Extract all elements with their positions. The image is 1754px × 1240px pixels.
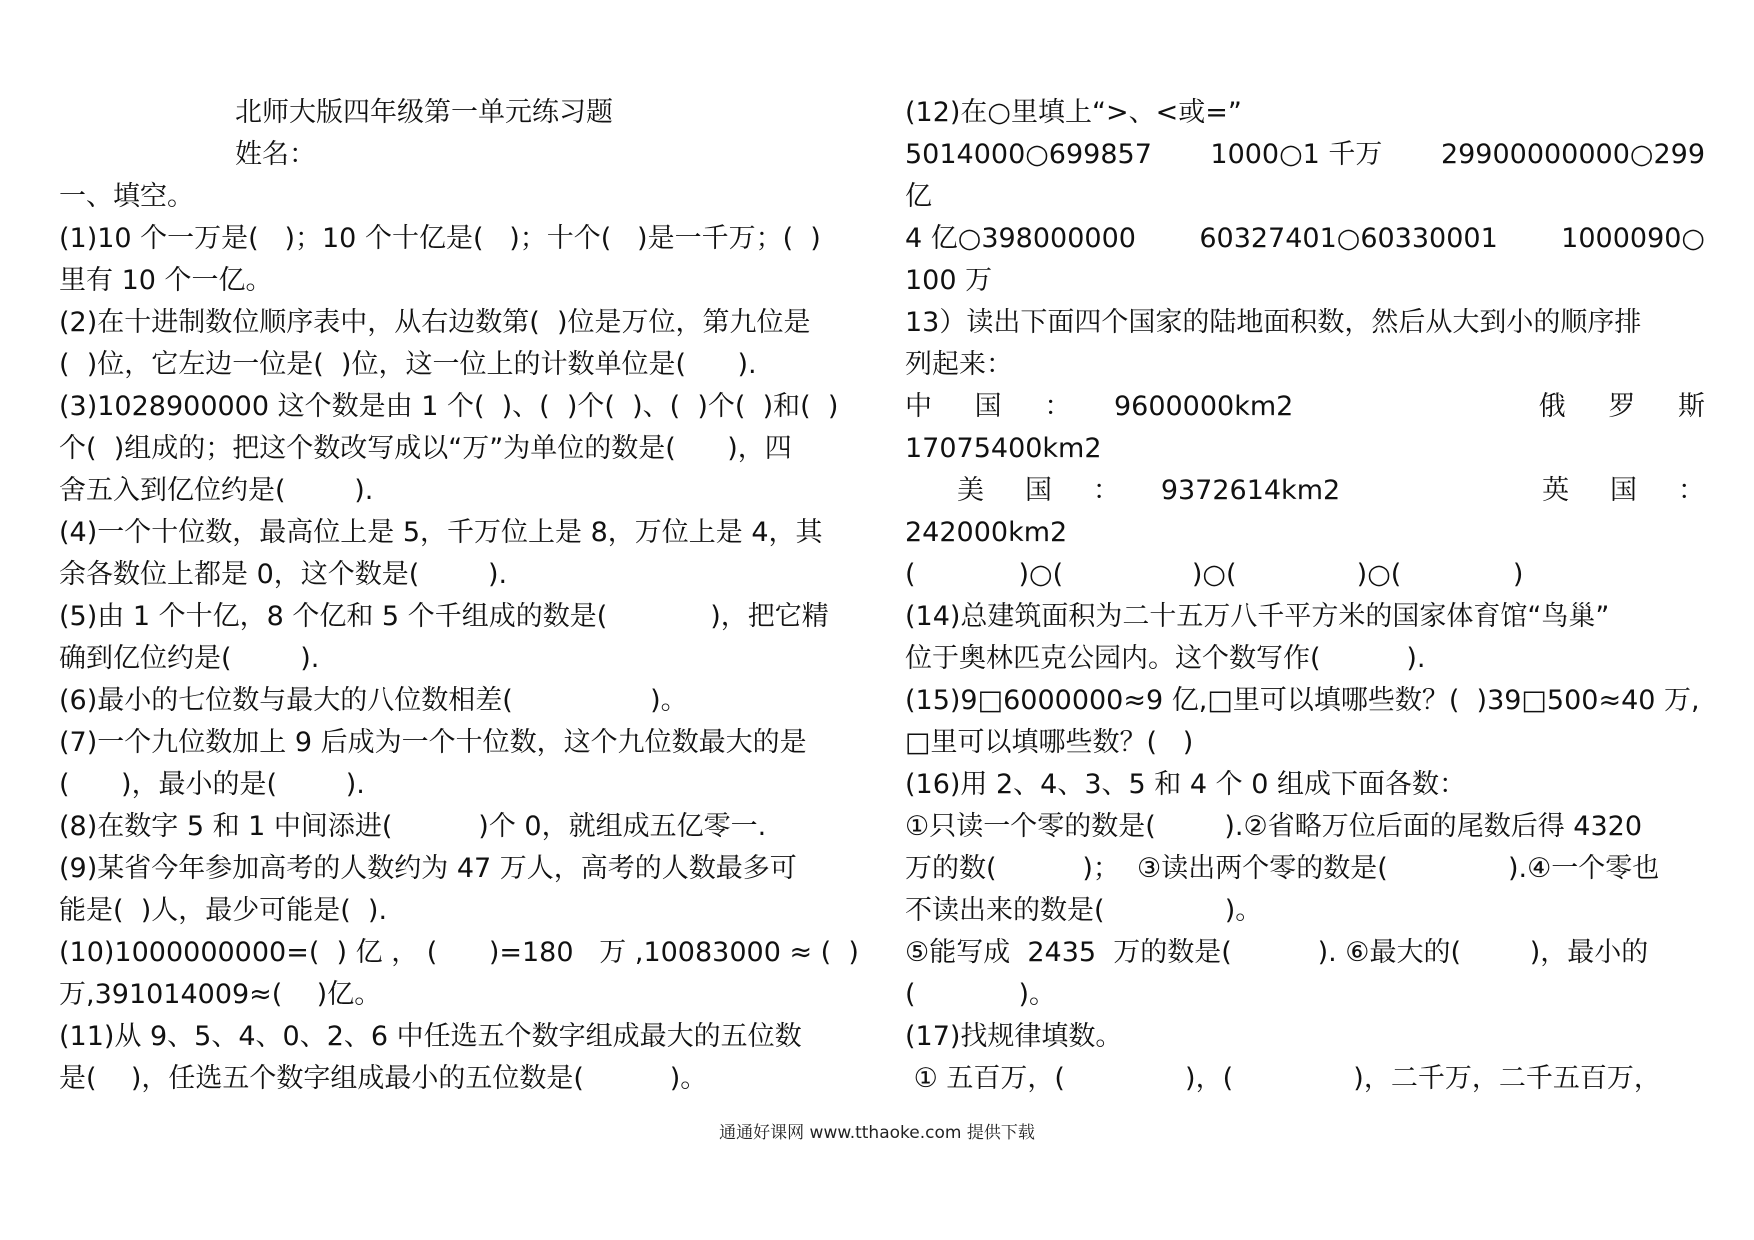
- q13-line: 列起来：: [905, 349, 1013, 380]
- question-line: 不读出来的数是( )。: [905, 895, 1263, 926]
- country-char: 中: [905, 391, 932, 422]
- question-line: 万的数( )； ③读出两个零的数是( ).④一个零也: [905, 853, 1660, 884]
- order-line: ( )○( )○( )○( ): [905, 559, 1524, 590]
- q12-wrap: 100 万: [905, 265, 993, 296]
- question-line: 能是( )人，最少可能是( ).: [59, 895, 388, 926]
- question-line: ( )，最小的是( ).: [59, 769, 365, 800]
- question-line: 位于奥林匹克公园内。这个数写作( ).: [905, 643, 1426, 674]
- colon: ：: [1044, 391, 1072, 422]
- question-line: 确到亿位约是( ).: [59, 643, 320, 674]
- country-char: 国: [1610, 475, 1637, 506]
- question-line: ( )位，它左边一位是( )位，这一位上的计数单位是( ).: [59, 349, 757, 380]
- question-line: (4)一个十位数，最高位上是 5，千万位上是 8，万位上是 4，其: [59, 517, 823, 548]
- question-line: (11)从 9、5、4、0、2、6 中任选五个数字组成最大的五位数: [59, 1021, 802, 1052]
- q12-title: (12)在○里填上“>、<或=”: [905, 97, 1242, 128]
- name-label: 姓名：: [235, 139, 316, 170]
- question-line: ⑤能写成 2435 万的数是( ). ⑥最大的( )，最小的: [905, 937, 1649, 968]
- left-column: [59, 92, 859, 1100]
- q12-row: [905, 134, 1705, 176]
- area-row-china-russia: [905, 386, 1705, 428]
- question-line: (5)由 1 个十亿，8 个亿和 5 个千组成的数是( )，把它精: [59, 601, 829, 632]
- question-line: 万,391014009≈( )亿。: [59, 979, 382, 1010]
- section-heading: 一、填空。: [59, 181, 194, 212]
- comparison-item: 29900000000○299: [1440, 139, 1705, 170]
- comparison-item: 60327401○60330001: [1199, 223, 1498, 254]
- spacer: [1381, 470, 1501, 512]
- q13-line: 13）读出下面四个国家的陆地面积数，然后从大到小的顺序排: [905, 307, 1642, 338]
- question-line: □里可以填哪些数？( ): [905, 727, 1194, 758]
- question-line: (14)总建筑面积为二十五万八千平方米的国家体育馆“鸟巢”: [905, 601, 1610, 632]
- question-line: (17)找规律填数。: [905, 1021, 1123, 1052]
- question-line: 余各数位上都是 0，这个数是( ).: [59, 559, 508, 590]
- question-line: 个( )组成的；把这个数改写成以“万”为单位的数是( )，四: [59, 433, 792, 464]
- question-line: 是( )，任选五个数字组成最小的五位数是( )。: [59, 1063, 708, 1094]
- colon: ：: [1677, 475, 1705, 506]
- colon: ：: [1092, 475, 1120, 506]
- area-value: 9372614km2: [1160, 475, 1341, 506]
- country-char: 斯: [1677, 391, 1705, 422]
- footer-credit: 通通好课网 www.tthaoke.com 提供下载: [719, 1123, 1035, 1143]
- country-char: 罗: [1608, 391, 1636, 422]
- comparison-item: 1000090○: [1561, 223, 1705, 254]
- right-column: [905, 92, 1705, 1100]
- question-line: (16)用 2、4、3、5 和 4 个 0 组成下面各数：: [905, 769, 1466, 800]
- q12-wrap: 亿: [905, 181, 932, 212]
- worksheet-title: 北师大版四年级第一单元练习题: [235, 97, 613, 128]
- question-line: (7)一个九位数加上 9 后成为一个十位数，这个九位数最大的是: [59, 727, 807, 758]
- country-char: 美: [957, 475, 984, 506]
- question-line: ( )。: [905, 979, 1057, 1010]
- question-line: ① 五百万，( )，( )，二千万，二千五百万，: [905, 1063, 1661, 1094]
- country-char: 英: [1542, 475, 1570, 506]
- question-line: (1)10 个一万是( )；10 个十亿是( )；十个( )是一千万；( ): [59, 223, 821, 254]
- country-char: 俄: [1538, 391, 1566, 422]
- spacer: [1336, 386, 1496, 428]
- country-char: 国: [1024, 475, 1052, 506]
- question-line: (15)9□6000000≈9 亿,□里可以填哪些数？( )39□500≈40 万,: [905, 685, 1700, 716]
- area-value: 242000km2: [905, 517, 1068, 548]
- question-line: 里有 10 个一亿。: [59, 265, 273, 296]
- country-char: 国: [974, 391, 1002, 422]
- question-line: (2)在十进制数位顺序表中，从右边数第( )位是万位，第九位是: [59, 307, 811, 338]
- comparison-item: 1000○1 千万: [1210, 139, 1383, 170]
- area-value: 17075400km2: [905, 433, 1102, 464]
- comparison-item: 4 亿○398000000: [905, 223, 1136, 254]
- question-line: 舍五入到亿位约是( ).: [59, 475, 374, 506]
- question-line: (10)1000000000=( ) 亿 ， ( )=180 万 ,10083000 ≈ ( ): [59, 937, 859, 968]
- q12-row: [905, 218, 1705, 260]
- comparison-item: 5014000○699857: [905, 139, 1152, 170]
- question-line: (3)1028900000 这个数是由 1 个( )、( )个( )、( )个( )和( ): [59, 391, 839, 422]
- area-row-usa-uk: [905, 470, 1705, 512]
- question-line: (6)最小的七位数与最大的八位数相差( )。: [59, 685, 688, 716]
- question-line: ①只读一个零的数是( ).②省略万位后面的尾数后得 4320: [905, 811, 1643, 842]
- area-value: 9600000km2: [1113, 391, 1294, 422]
- question-line: (8)在数字 5 和 1 中间添进( )个 0，就组成五亿零一.: [59, 811, 767, 842]
- question-line: (9)某省今年参加高考的人数约为 47 万人，高考的人数最多可: [59, 853, 797, 884]
